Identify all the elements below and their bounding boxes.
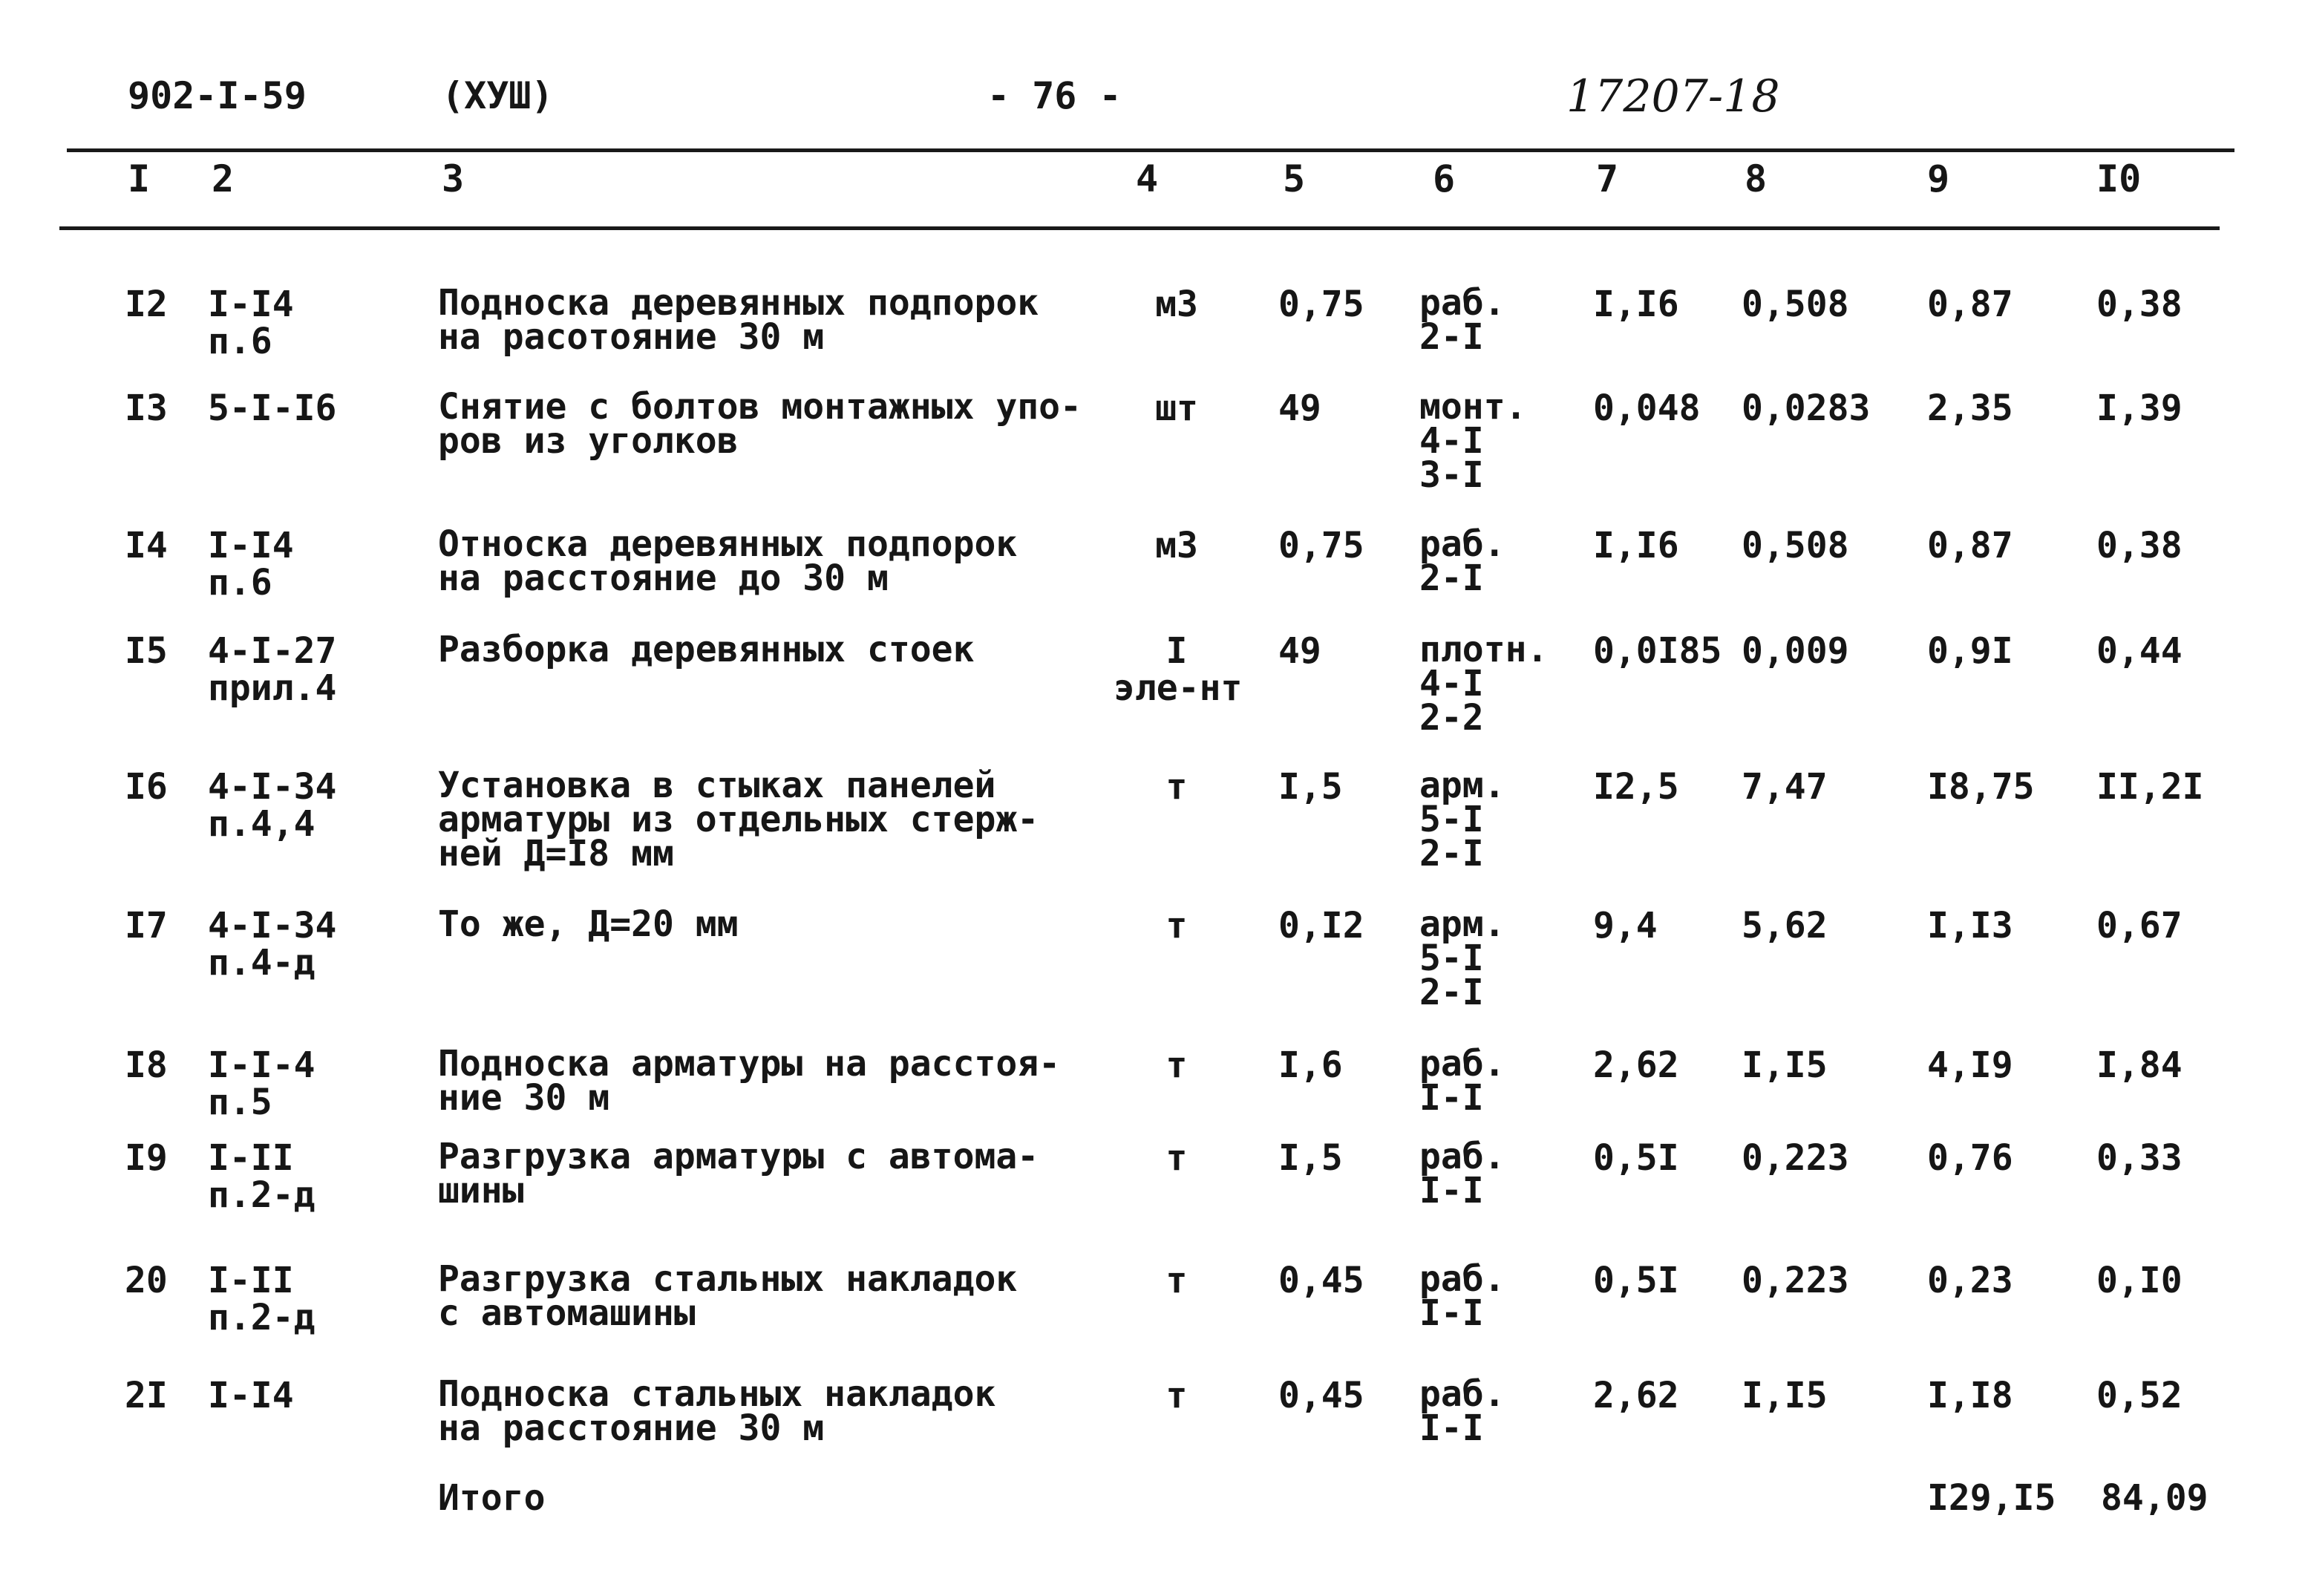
crew-line: раб.: [1419, 1136, 1505, 1177]
norm-reference: [208, 632, 336, 707]
unit: [1114, 286, 1240, 323]
row-number: I3: [125, 387, 168, 429]
work-description-line: на расстояние до 30 м: [438, 557, 889, 599]
col9-value: 4,I9: [1927, 1044, 2013, 1086]
work-description-line: на расстояние 30 м: [438, 1407, 825, 1449]
quantity: 0,75: [1278, 284, 1364, 325]
col9-value: 0,23: [1927, 1260, 2013, 1301]
crew-line: I-I: [1419, 1407, 1484, 1449]
unit: [1114, 907, 1240, 944]
col10-value: 0,I0: [2096, 1260, 2183, 1301]
crew-line: 2-I: [1419, 557, 1484, 599]
column-number: 7: [1596, 157, 1619, 200]
work-description-line: Разборка деревянных стоек: [438, 629, 975, 670]
unit-line: т: [1165, 1260, 1188, 1301]
column-number: 2: [212, 157, 235, 200]
crew: [1419, 1043, 1505, 1119]
crew-line: I-I: [1419, 1077, 1484, 1119]
col8-value: 0,223: [1742, 1137, 1849, 1179]
column-number: 3: [442, 157, 465, 200]
col7-value: 0,048: [1593, 387, 1701, 429]
col10-value: 0,67: [2096, 905, 2183, 946]
crew-line: монт.: [1419, 386, 1527, 428]
crew: [1419, 903, 1505, 1013]
column-number: I0: [2096, 157, 2142, 200]
col7-value: 0,5I: [1593, 1260, 1679, 1301]
work-description-line: Относка деревянных подпорок: [438, 523, 1018, 565]
norm-reference: [208, 387, 337, 429]
quantity: 0,75: [1278, 525, 1364, 566]
norm-reference-line: I-II: [208, 1137, 294, 1179]
col10-value: II,2I: [2096, 766, 2204, 808]
norm-reference-line: п.5: [208, 1082, 272, 1123]
col7-value: 9,4: [1593, 905, 1658, 946]
work-description: [438, 523, 1018, 599]
norm-reference-line: п.4-д: [208, 942, 315, 984]
column-number: 8: [1745, 157, 1768, 200]
row-number: I2: [125, 284, 168, 325]
quantity: I,5: [1278, 1137, 1343, 1179]
total-col9: I29,I5: [1927, 1477, 2056, 1519]
norm-reference: [208, 1262, 315, 1336]
quantity: 49: [1278, 387, 1321, 429]
crew-line: арм.: [1419, 765, 1505, 806]
work-description: [438, 1136, 1039, 1211]
unit-line: т: [1165, 1044, 1188, 1086]
col8-value: 0,508: [1742, 284, 1849, 325]
col7-value: 2,62: [1593, 1044, 1679, 1086]
total-col10: 84,09: [2101, 1477, 2208, 1519]
norm-reference-line: 4-I-34: [208, 766, 337, 808]
crew: [1419, 282, 1505, 358]
norm-reference: [208, 1139, 315, 1214]
col7-value: 0,0I85: [1593, 630, 1722, 672]
work-description: [438, 1258, 1018, 1334]
norm-reference: [208, 1044, 315, 1123]
col9-value: I8,75: [1927, 766, 2035, 808]
unit: [1114, 387, 1240, 429]
norm-reference-line: I-I4: [208, 1375, 294, 1416]
crew-line: 3-I: [1419, 454, 1484, 496]
norm-reference-line: п.2-д: [208, 1297, 315, 1338]
norm-reference: [208, 525, 294, 604]
header-rule: [59, 226, 2220, 230]
norm-reference: [208, 905, 337, 984]
col8-value: 0,0283: [1742, 387, 1871, 429]
col10-value: 0,38: [2096, 525, 2183, 566]
unit-line: т: [1165, 905, 1188, 946]
col8-value: 0,009: [1742, 630, 1849, 672]
crew-line: раб.: [1419, 1258, 1505, 1300]
col9-value: I,I3: [1927, 905, 2013, 946]
total-label: Итого: [438, 1477, 546, 1519]
col8-value: 5,62: [1742, 905, 1828, 946]
column-number: 4: [1136, 157, 1159, 200]
crew-line: раб.: [1419, 523, 1505, 565]
col8-value: 7,47: [1742, 766, 1828, 808]
page-number: - 76 -: [987, 74, 1122, 117]
quantity: 0,I2: [1278, 905, 1364, 946]
col8-value: 0,508: [1742, 525, 1849, 566]
work-description-line: ров из уголков: [438, 420, 739, 462]
row-number: I6: [125, 766, 168, 808]
work-description-line: Разгрузка стальных накладок: [438, 1258, 1018, 1300]
quantity: 0,45: [1278, 1375, 1364, 1416]
col9-value: 0,76: [1927, 1137, 2013, 1179]
column-number: I: [128, 157, 151, 200]
col9-value: 2,35: [1927, 387, 2013, 429]
work-description: [438, 1373, 996, 1449]
col10-value: 0,44: [2096, 630, 2183, 672]
crew-line: арм.: [1419, 903, 1505, 945]
unit-line: эле-нт: [1114, 667, 1243, 709]
row-number: I7: [125, 905, 168, 946]
work-description-line: арматуры из отдельных стерж-: [438, 799, 1039, 840]
col10-value: I,84: [2096, 1044, 2183, 1086]
col9-value: I,I8: [1927, 1375, 2013, 1416]
norm-reference-line: п.2-д: [208, 1174, 315, 1216]
crew: [1419, 765, 1505, 874]
norm-reference-line: 4-I-34: [208, 905, 337, 946]
crew: [1419, 1258, 1505, 1334]
work-description-line: на расотояние 30 м: [438, 316, 825, 358]
work-description-line: с автомашины: [438, 1292, 696, 1334]
work-description-line: Разгрузка арматуры с автома-: [438, 1136, 1039, 1177]
unit-line: I: [1165, 630, 1188, 672]
col10-value: 0,52: [2096, 1375, 2183, 1416]
work-description-line: ней Д=I8 мм: [438, 833, 674, 874]
col8-value: I,I5: [1742, 1044, 1828, 1086]
work-description-line: Снятие с болтов монтажных упо-: [438, 386, 1082, 428]
norm-reference: [208, 286, 294, 360]
crew: [1419, 523, 1505, 599]
crew-line: I-I: [1419, 1292, 1484, 1334]
work-description-line: ние 30 м: [438, 1077, 610, 1119]
col8-value: 0,223: [1742, 1260, 1849, 1301]
row-number: 20: [125, 1260, 168, 1301]
column-number: 5: [1283, 157, 1306, 200]
norm-reference: [208, 768, 336, 843]
work-description-line: Подноска арматуры на расстоя-: [438, 1043, 1061, 1085]
work-description: [438, 903, 739, 945]
unit: [1114, 766, 1240, 808]
crew-line: плотн.: [1419, 629, 1549, 670]
series-code: 902-I-59: [128, 74, 307, 117]
work-description-line: То же, Д=20 мм: [438, 903, 739, 945]
norm-reference-line: I-I4: [208, 284, 294, 325]
col7-value: I,I6: [1593, 284, 1679, 325]
crew-line: 4-I: [1419, 420, 1484, 462]
work-description: [438, 629, 975, 670]
handwritten-code: 17207-18: [1566, 71, 1780, 122]
unit-line: т: [1165, 1375, 1188, 1416]
col10-value: 0,33: [2096, 1137, 2183, 1179]
crew-line: раб.: [1419, 282, 1505, 324]
crew-line: 5-I: [1419, 799, 1484, 840]
crew-line: 2-2: [1419, 697, 1484, 739]
crew-line: 5-I: [1419, 938, 1484, 979]
row-number: I4: [125, 525, 168, 566]
top-rule: [67, 148, 2234, 152]
col9-value: 0,87: [1927, 284, 2013, 325]
column-number: 9: [1927, 157, 1950, 200]
work-description: [438, 765, 1039, 874]
col8-value: I,I5: [1742, 1375, 1828, 1416]
crew-line: 2-I: [1419, 972, 1484, 1013]
unit-line: т: [1165, 1137, 1188, 1179]
crew: [1419, 629, 1549, 739]
unit-line: м3: [1155, 284, 1198, 325]
unit: [1114, 1262, 1240, 1299]
col9-value: 0,87: [1927, 525, 2013, 566]
quantity: 49: [1278, 630, 1321, 672]
crew-line: раб.: [1419, 1043, 1505, 1085]
quantity: I,6: [1278, 1044, 1343, 1086]
norm-reference-line: п.6: [208, 321, 272, 362]
col9-value: 0,9I: [1927, 630, 2013, 672]
work-description-line: Подноска деревянных подпорок: [438, 282, 1039, 324]
unit-line: м3: [1155, 525, 1198, 566]
column-number: 6: [1433, 157, 1456, 200]
col10-value: 0,38: [2096, 284, 2183, 325]
col7-value: 0,5I: [1593, 1137, 1679, 1179]
col7-value: 2,62: [1593, 1375, 1679, 1416]
work-description: [438, 1043, 1061, 1119]
norm-reference-line: прил.4: [208, 667, 337, 709]
work-description: [438, 282, 1039, 358]
crew-line: 2-I: [1419, 833, 1484, 874]
norm-reference-line: 5-I-I6: [208, 387, 337, 429]
crew: [1419, 1136, 1505, 1211]
issue-number: (ХУШ): [442, 74, 554, 117]
crew-line: I-I: [1419, 1170, 1484, 1211]
norm-reference-line: 4-I-27: [208, 630, 337, 672]
unit: [1114, 1377, 1240, 1414]
row-number: I8: [125, 1044, 168, 1086]
quantity: 0,45: [1278, 1260, 1364, 1301]
col7-value: I2,5: [1593, 766, 1679, 808]
row-number: I9: [125, 1137, 168, 1179]
work-description-line: Установка в стыках панелей: [438, 765, 996, 806]
unit-line: т: [1165, 766, 1188, 808]
unit: [1114, 1044, 1240, 1086]
work-description: [438, 386, 1082, 462]
quantity: I,5: [1278, 766, 1343, 808]
work-description-line: Подноска стальных накладок: [438, 1373, 996, 1415]
norm-reference-line: I-I-4: [208, 1044, 315, 1086]
norm-reference-line: I-II: [208, 1260, 294, 1301]
col10-value: I,39: [2096, 387, 2183, 429]
norm-reference-line: I-I4: [208, 525, 294, 566]
work-description-line: шины: [438, 1170, 524, 1211]
norm-reference-line: п.4,4: [208, 803, 315, 845]
row-number: 2I: [125, 1375, 168, 1416]
crew-line: 2-I: [1419, 316, 1484, 358]
crew: [1419, 386, 1527, 496]
col7-value: I,I6: [1593, 525, 1679, 566]
norm-reference-line: п.6: [208, 562, 272, 604]
crew: [1419, 1373, 1505, 1449]
unit: [1114, 630, 1243, 709]
row-number: I5: [125, 630, 168, 672]
unit-line: шт: [1155, 387, 1198, 429]
unit: [1114, 527, 1240, 564]
crew-line: раб.: [1419, 1373, 1505, 1415]
crew-line: 4-I: [1419, 663, 1484, 704]
unit: [1114, 1139, 1240, 1177]
norm-reference: [208, 1377, 294, 1414]
